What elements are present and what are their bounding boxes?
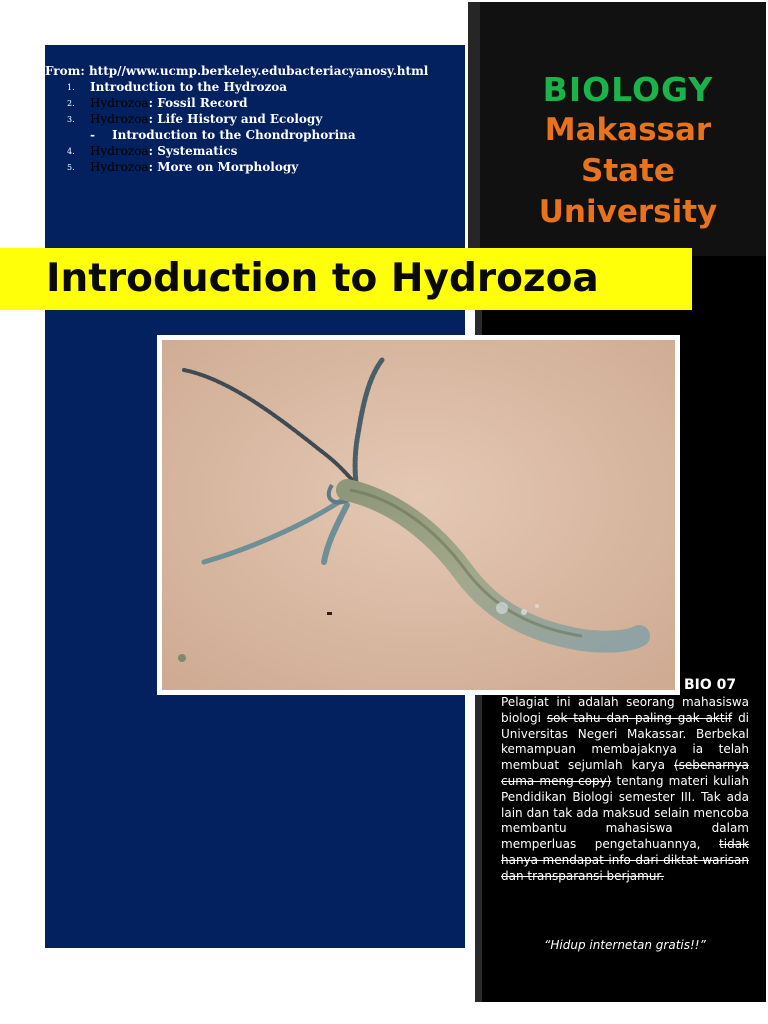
- strikethrough-text: sok tahu dan paling gak aktif: [546, 710, 733, 725]
- author-tag: BIO 07: [684, 677, 737, 693]
- hydra-illustration: [162, 340, 675, 690]
- toc-item: 4. Hydrozoa: Systematics: [67, 144, 238, 158]
- toc-list: [45, 79, 445, 175]
- university-line-2: State: [581, 153, 675, 189]
- strikethrough-text: (sebenarnya cuma meng-copy): [501, 758, 749, 788]
- toc-item: 3. Hydrozoa: Life History and Ecology: [67, 112, 323, 126]
- source-section: [45, 63, 445, 175]
- strikethrough-text: tidak hanya mendapat info dari diktat warisan dan transparansi berjamur.: [501, 837, 749, 883]
- toc-subitem: - Introduction to the Chondrophorina: [90, 128, 356, 142]
- source-url: From: http//www.ucmp.berkeley.edubacteriacyanosy.html: [45, 64, 429, 78]
- author-quote: “Hidup internetan gratis!!”: [544, 938, 706, 952]
- toc-item: 5. Hydrozoa: More on Morphology: [67, 160, 299, 174]
- page-title: Introduction to Hydrozoa: [46, 256, 599, 301]
- hydra-photo: [157, 335, 680, 695]
- toc-item: 1. Introduction to the Hydrozoa: [67, 80, 288, 94]
- toc-item: 2. Hydrozoa: Fossil Record: [67, 96, 248, 110]
- brand-block: [490, 70, 766, 233]
- university-line-3: University: [538, 194, 718, 230]
- author-bio: Pelagiat ini adalah seorang mahasiswa biologi sok tahu dan paling gak aktif di Universitas Negeri Makassar. Berbekal kemampuan membajaknya ia telah membuat sejumlah karya (sebenarnya cuma meng-copy) tentang materi kuliah Pendidikan Biologi semester III. Tak ada lain dan tak ada maksud selain mencoba membantu mahasiswa dalam memperluas pengetahuannya, tidak hanya mendapat info dari diktat warisan dan transparansi berjamur.: [501, 695, 750, 883]
- department-name: BIOLOGY: [542, 70, 714, 109]
- university-line-1: Makassar: [544, 112, 712, 148]
